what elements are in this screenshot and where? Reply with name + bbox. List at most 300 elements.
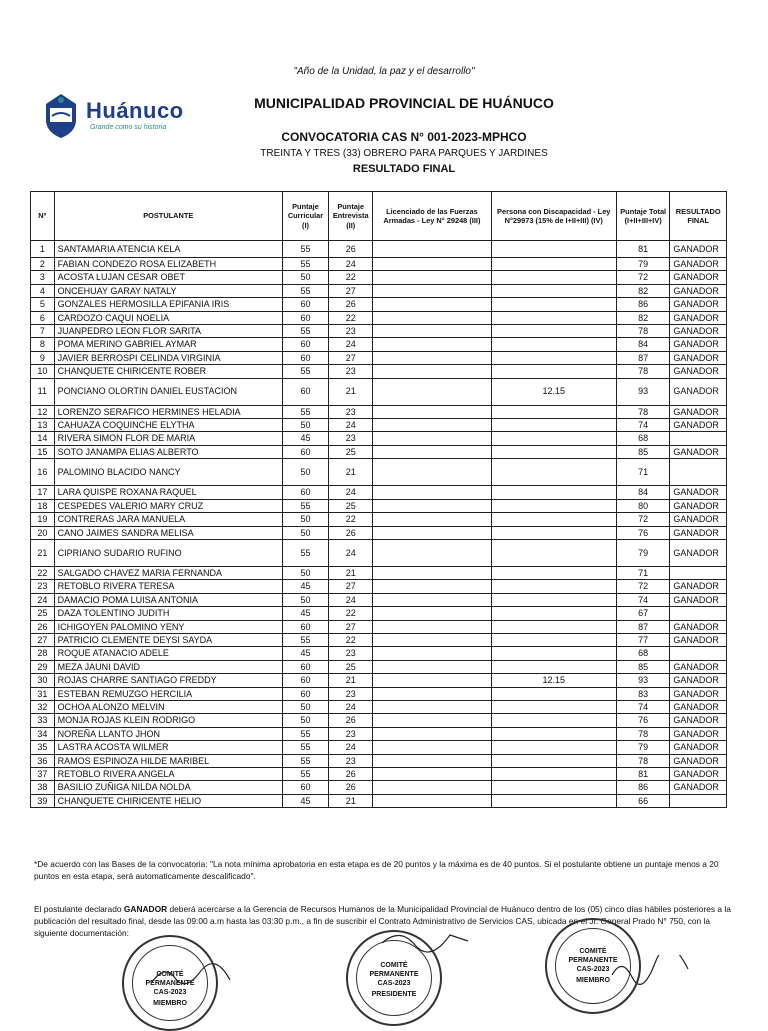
postulant-name: ICHIGOYEN PALOMINO YENY: [54, 620, 282, 633]
table-row: [31, 794, 727, 807]
disability-bonus: [491, 405, 616, 418]
row-number: 11: [31, 378, 55, 405]
table-row: [31, 687, 727, 700]
curricular-score: 55: [282, 325, 328, 338]
total-score: 81: [616, 768, 669, 781]
curricular-score: 55: [282, 241, 328, 258]
postulant-name: RETOBLO RIVERA TERESA: [54, 580, 282, 593]
final-result: GANADOR: [670, 781, 727, 794]
armed-forces-bonus: [373, 620, 491, 633]
disability-bonus: [491, 284, 616, 297]
curricular-score: 60: [282, 338, 328, 351]
postulant-name: FABIAN CONDEZO ROSA ELIZABETH: [54, 258, 282, 271]
curricular-score: 50: [282, 419, 328, 432]
postulant-name: ROQUE ATANACIO ADELE: [54, 647, 282, 660]
interview-score: 27: [329, 580, 373, 593]
total-score: 77: [616, 633, 669, 646]
total-score: 79: [616, 258, 669, 271]
postulant-name: PATRICIO CLEMENTE DEYSI SAYDA: [54, 633, 282, 646]
postulant-name: CESPEDES VALERIO MARY CRUZ: [54, 499, 282, 512]
institution-title: MUNICIPALIDAD PROVINCIAL DE HUÁNUCO: [254, 95, 554, 111]
final-result: GANADOR: [670, 284, 727, 297]
interview-score: 23: [329, 687, 373, 700]
disability-bonus: [491, 258, 616, 271]
table-row: [31, 284, 727, 297]
postulant-name: ONCEHUAY GARAY NATALY: [54, 284, 282, 297]
armed-forces-bonus: [373, 741, 491, 754]
curricular-score: 50: [282, 566, 328, 579]
winner-text-post: deberá acercarse a la Gerencia de Recursos Humanos de la Municipalidad Provincial de Huánuco dentro de los (05) cinco días hábiles posteriores a la publicación del resultado final, desde las 09:00 a.m hasta las 03:30 p.m., a fin de suscribir el Contrato Administrativo de Servicios CAS, ubicada en el Jr. General Prado N° 750, con la siguiente documentación:: [34, 904, 731, 938]
disability-bonus: [491, 768, 616, 781]
disability-bonus: [491, 700, 616, 713]
total-score: 81: [616, 241, 669, 258]
final-result: GANADOR: [670, 405, 727, 418]
call-title: CONVOCATORIA CAS N° 001-2023-MPHCO: [281, 130, 527, 144]
col-header-num: Nº: [31, 192, 55, 241]
interview-score: 23: [329, 727, 373, 740]
row-number: 9: [31, 351, 55, 364]
table-row: [31, 566, 727, 579]
table-row: [31, 419, 727, 432]
armed-forces-bonus: [373, 700, 491, 713]
row-number: 1: [31, 241, 55, 258]
table-row: [31, 593, 727, 606]
interview-score: 26: [329, 241, 373, 258]
interview-score: 24: [329, 338, 373, 351]
armed-forces-bonus: [373, 298, 491, 311]
postulant-name: SANTAMARIA ATENCIA KELA: [54, 241, 282, 258]
disability-bonus: [491, 241, 616, 258]
row-number: 23: [31, 580, 55, 593]
table-row: [31, 298, 727, 311]
table-row: [31, 486, 727, 499]
final-result: GANADOR: [670, 325, 727, 338]
total-score: 79: [616, 539, 669, 566]
row-number: 12: [31, 405, 55, 418]
disability-bonus: [491, 727, 616, 740]
interview-score: 23: [329, 365, 373, 378]
table-row: [31, 241, 727, 258]
total-score: 71: [616, 566, 669, 579]
disability-bonus: [491, 338, 616, 351]
armed-forces-bonus: [373, 365, 491, 378]
curricular-score: 45: [282, 794, 328, 807]
disability-bonus: [491, 633, 616, 646]
curricular-score: 55: [282, 741, 328, 754]
postulant-name: SOTO JANAMPA ELIAS ALBERTO: [54, 445, 282, 458]
row-number: 39: [31, 794, 55, 807]
armed-forces-bonus: [373, 647, 491, 660]
disability-bonus: [491, 271, 616, 284]
table-row: [31, 633, 727, 646]
postulant-name: LARA QUISPE ROXANA RAQUEL: [54, 486, 282, 499]
final-result: GANADOR: [670, 714, 727, 727]
final-result: GANADOR: [670, 593, 727, 606]
total-score: 86: [616, 298, 669, 311]
disability-bonus: [491, 526, 616, 539]
interview-score: 24: [329, 593, 373, 606]
table-row: [31, 378, 727, 405]
table-row: [31, 714, 727, 727]
final-result: GANADOR: [670, 768, 727, 781]
total-score: 72: [616, 271, 669, 284]
disability-bonus: [491, 365, 616, 378]
armed-forces-bonus: [373, 486, 491, 499]
postulant-name: PONCIANO OLORTIN DANIEL EUSTACION: [54, 378, 282, 405]
final-result: GANADOR: [670, 365, 727, 378]
table-row: [31, 700, 727, 713]
row-number: 20: [31, 526, 55, 539]
curricular-score: 55: [282, 284, 328, 297]
seal-line: CAS-2023: [576, 966, 610, 973]
armed-forces-bonus: [373, 580, 491, 593]
table-row: [31, 674, 727, 687]
results-table: [30, 191, 727, 808]
table-row: [31, 365, 727, 378]
curricular-score: 60: [282, 298, 328, 311]
seal-role: PRESIDENTE: [371, 991, 417, 998]
postulant-name: JUANPEDRO LEON FLOR SARITA: [54, 325, 282, 338]
postulant-name: SALGADO CHAVEZ MARIA FERNANDA: [54, 566, 282, 579]
armed-forces-bonus: [373, 539, 491, 566]
final-result: GANADOR: [670, 311, 727, 324]
armed-forces-bonus: [373, 513, 491, 526]
disability-bonus: [491, 794, 616, 807]
curricular-score: 60: [282, 351, 328, 364]
row-number: 15: [31, 445, 55, 458]
curricular-score: 60: [282, 660, 328, 673]
interview-score: 26: [329, 298, 373, 311]
interview-score: 22: [329, 271, 373, 284]
final-result: [670, 607, 727, 620]
interview-score: 25: [329, 499, 373, 512]
table-header-row: [31, 192, 727, 241]
total-score: 66: [616, 794, 669, 807]
disability-bonus: [491, 325, 616, 338]
disability-bonus: [491, 741, 616, 754]
total-score: 78: [616, 325, 669, 338]
total-score: 82: [616, 311, 669, 324]
interview-score: 21: [329, 566, 373, 579]
interview-score: 22: [329, 607, 373, 620]
total-score: 74: [616, 593, 669, 606]
signature-1: [150, 960, 240, 990]
armed-forces-bonus: [373, 633, 491, 646]
postulant-name: CARDOZO CAQUI NOELIA: [54, 311, 282, 324]
armed-forces-bonus: [373, 241, 491, 258]
armed-forces-bonus: [373, 445, 491, 458]
row-number: 35: [31, 741, 55, 754]
table-row: [31, 768, 727, 781]
interview-score: 21: [329, 794, 373, 807]
seal-line: CAS-2023: [153, 989, 187, 996]
table-row: [31, 754, 727, 767]
final-result: GANADOR: [670, 513, 727, 526]
result-title: RESULTADO FINAL: [352, 163, 456, 175]
armed-forces-bonus: [373, 419, 491, 432]
final-result: [670, 432, 727, 445]
total-score: 72: [616, 580, 669, 593]
curricular-score: 50: [282, 714, 328, 727]
table-row: [31, 459, 727, 486]
table-row: [31, 271, 727, 284]
row-number: 36: [31, 754, 55, 767]
final-result: GANADOR: [670, 754, 727, 767]
seal-role: MIEMBRO: [153, 1000, 187, 1007]
row-number: 18: [31, 499, 55, 512]
curricular-score: 45: [282, 432, 328, 445]
total-score: 84: [616, 338, 669, 351]
disability-bonus: [491, 486, 616, 499]
final-result: GANADOR: [670, 378, 727, 405]
postulant-name: CIPRIANO SUDARIO RUFINO: [54, 539, 282, 566]
postulant-name: CAHUAZA COQUINCHE ELYTHA: [54, 419, 282, 432]
curricular-score: 60: [282, 378, 328, 405]
final-result: GANADOR: [670, 674, 727, 687]
armed-forces-bonus: [373, 714, 491, 727]
disability-bonus: [491, 311, 616, 324]
postulant-name: CONTRERAS JARA MANUELA: [54, 513, 282, 526]
disability-bonus: [491, 754, 616, 767]
table-row: [31, 580, 727, 593]
total-score: 67: [616, 607, 669, 620]
disability-bonus: [491, 714, 616, 727]
armed-forces-bonus: [373, 284, 491, 297]
armed-forces-bonus: [373, 768, 491, 781]
curricular-score: 50: [282, 459, 328, 486]
disability-bonus: [491, 513, 616, 526]
postulant-name: ROJAS CHARRE SANTIAGO FREDDY: [54, 674, 282, 687]
row-number: 6: [31, 311, 55, 324]
interview-score: 24: [329, 486, 373, 499]
final-result: GANADOR: [670, 298, 727, 311]
interview-score: 25: [329, 660, 373, 673]
armed-forces-bonus: [373, 566, 491, 579]
row-number: 17: [31, 486, 55, 499]
total-score: 78: [616, 365, 669, 378]
curricular-score: 50: [282, 513, 328, 526]
row-number: 22: [31, 566, 55, 579]
row-number: 8: [31, 338, 55, 351]
curricular-score: 45: [282, 647, 328, 660]
total-score: 68: [616, 647, 669, 660]
final-result: GANADOR: [670, 741, 727, 754]
table-row: [31, 741, 727, 754]
postulant-name: BASILIO ZUÑIGA NILDA NOLDA: [54, 781, 282, 794]
postulant-name: MONJA ROJAS KLEIN RODRIGO: [54, 714, 282, 727]
curricular-score: 60: [282, 781, 328, 794]
winner-text-bold: GANADOR: [123, 904, 168, 914]
curricular-score: 55: [282, 633, 328, 646]
total-score: 82: [616, 284, 669, 297]
table-row: [31, 781, 727, 794]
scoring-note: *De acuerdo con las Bases de la convocatoria: "La nota mínima aprobatoria en esta etapa es de 20 puntos y la máxima es de 40 puntos. Si el postulante obtiene un puntaje menos a 20 puntos en esta etapa, será automaticamente descalificado".: [34, 859, 719, 881]
table-row: [31, 311, 727, 324]
row-number: 38: [31, 781, 55, 794]
row-number: 33: [31, 714, 55, 727]
row-number: 24: [31, 593, 55, 606]
curricular-score: 50: [282, 526, 328, 539]
interview-score: 27: [329, 284, 373, 297]
seal-role: MIEMBRO: [576, 977, 610, 984]
armed-forces-bonus: [373, 499, 491, 512]
armed-forces-bonus: [373, 351, 491, 364]
interview-score: 22: [329, 311, 373, 324]
armed-forces-bonus: [373, 781, 491, 794]
total-score: 85: [616, 445, 669, 458]
seal-line: COMITÉ: [156, 971, 184, 978]
armed-forces-bonus: [373, 593, 491, 606]
curricular-score: 45: [282, 607, 328, 620]
final-result: GANADOR: [670, 258, 727, 271]
table-row: [31, 499, 727, 512]
total-score: 93: [616, 674, 669, 687]
postulant-name: ACOSTA LUJAN CESAR OBET: [54, 271, 282, 284]
interview-score: 26: [329, 781, 373, 794]
curricular-score: 55: [282, 365, 328, 378]
row-number: 27: [31, 633, 55, 646]
final-result: [670, 566, 727, 579]
seal-line: COMITÉ: [579, 948, 607, 955]
armed-forces-bonus: [373, 325, 491, 338]
postulant-name: POMA MERINO GABRIEL AYMAR: [54, 338, 282, 351]
disability-bonus: [491, 499, 616, 512]
total-score: 76: [616, 526, 669, 539]
final-result: [670, 647, 727, 660]
curricular-score: 45: [282, 580, 328, 593]
logo-name: Huánuco: [86, 98, 184, 123]
table-row: [31, 539, 727, 566]
total-score: 72: [616, 513, 669, 526]
armed-forces-bonus: [373, 432, 491, 445]
curricular-score: 55: [282, 258, 328, 271]
interview-score: 24: [329, 258, 373, 271]
curricular-score: 60: [282, 486, 328, 499]
armed-forces-bonus: [373, 378, 491, 405]
armed-forces-bonus: [373, 674, 491, 687]
total-score: 78: [616, 754, 669, 767]
row-number: 4: [31, 284, 55, 297]
total-score: 85: [616, 660, 669, 673]
final-result: GANADOR: [670, 526, 727, 539]
total-score: 68: [616, 432, 669, 445]
curricular-score: 55: [282, 405, 328, 418]
interview-score: 24: [329, 539, 373, 566]
disability-bonus: [491, 419, 616, 432]
disability-bonus: [491, 607, 616, 620]
disability-bonus: [491, 459, 616, 486]
table-row: [31, 727, 727, 740]
interview-score: 27: [329, 620, 373, 633]
disability-bonus: [491, 351, 616, 364]
col-header-disability: Persona con Discapacidad - Ley N°29973 (15% de I+II+III) (IV): [491, 192, 616, 241]
interview-score: 24: [329, 741, 373, 754]
total-score: 71: [616, 459, 669, 486]
postulant-name: LORENZO SERAFICO HERMINES HELADIA: [54, 405, 282, 418]
interview-score: 23: [329, 405, 373, 418]
total-score: 74: [616, 419, 669, 432]
col-header-curricular: Puntaje Curricular (I): [282, 192, 328, 241]
seal-line: COMITÉ: [380, 962, 408, 969]
disability-bonus: [491, 687, 616, 700]
final-result: GANADOR: [670, 351, 727, 364]
total-score: 78: [616, 405, 669, 418]
postulant-name: RETOBLO RIVERA ANGELA: [54, 768, 282, 781]
final-result: GANADOR: [670, 241, 727, 258]
postulant-name: CANO JAIMES SANDRA MELISA: [54, 526, 282, 539]
curricular-score: 55: [282, 539, 328, 566]
row-number: 13: [31, 419, 55, 432]
disability-bonus: 12.15: [491, 378, 616, 405]
row-number: 29: [31, 660, 55, 673]
row-number: 21: [31, 539, 55, 566]
total-score: 78: [616, 727, 669, 740]
total-score: 76: [616, 714, 669, 727]
postulant-name: OCHOA ALONZO MELVIN: [54, 700, 282, 713]
row-number: 19: [31, 513, 55, 526]
postulant-name: ESTEBAN REMUZGO HERCILIA: [54, 687, 282, 700]
interview-score: 22: [329, 633, 373, 646]
curricular-score: 60: [282, 674, 328, 687]
armed-forces-bonus: [373, 727, 491, 740]
final-result: GANADOR: [670, 271, 727, 284]
col-header-final-result: RESULTADO FINAL: [670, 192, 727, 241]
postulant-name: DAMACIO POMA LUISA ANTONIA: [54, 593, 282, 606]
armed-forces-bonus: [373, 660, 491, 673]
disability-bonus: [491, 432, 616, 445]
curricular-score: 55: [282, 499, 328, 512]
table-row: [31, 513, 727, 526]
row-number: 25: [31, 607, 55, 620]
armed-forces-bonus: [373, 405, 491, 418]
total-score: 83: [616, 687, 669, 700]
interview-score: 24: [329, 419, 373, 432]
final-result: [670, 794, 727, 807]
disability-bonus: [491, 660, 616, 673]
postulant-name: CHANQUETE CHIRICENTE ROBER: [54, 365, 282, 378]
postulant-name: PALOMINO BLACIDO NANCY: [54, 459, 282, 486]
col-header-armed-forces: Licenciado de las Fuerzas Armadas - Ley N° 29248 (III): [373, 192, 491, 241]
final-result: GANADOR: [670, 687, 727, 700]
final-result: GANADOR: [670, 727, 727, 740]
row-number: 26: [31, 620, 55, 633]
total-score: 84: [616, 486, 669, 499]
postulant-name: RAMOS ESPINOZA HILDE MARIBEL: [54, 754, 282, 767]
col-header-postulant: POSTULANTE: [54, 192, 282, 241]
armed-forces-bonus: [373, 311, 491, 324]
signature-2: [380, 925, 470, 955]
armed-forces-bonus: [373, 338, 491, 351]
disability-bonus: [491, 539, 616, 566]
row-number: 32: [31, 700, 55, 713]
postulant-name: NOREÑA LLANTO JHON: [54, 727, 282, 740]
table-row: [31, 258, 727, 271]
total-score: 74: [616, 700, 669, 713]
row-number: 34: [31, 727, 55, 740]
interview-score: 26: [329, 526, 373, 539]
final-result: GANADOR: [670, 580, 727, 593]
final-result: GANADOR: [670, 486, 727, 499]
positions-subtitle: TREINTA Y TRES (33) OBRERO PARA PARQUES Y JARDINES: [260, 148, 548, 159]
interview-score: 23: [329, 754, 373, 767]
interview-score: 24: [329, 700, 373, 713]
row-number: 7: [31, 325, 55, 338]
curricular-score: 50: [282, 700, 328, 713]
interview-score: 21: [329, 378, 373, 405]
interview-score: 23: [329, 325, 373, 338]
row-number: 37: [31, 768, 55, 781]
interview-score: 26: [329, 768, 373, 781]
